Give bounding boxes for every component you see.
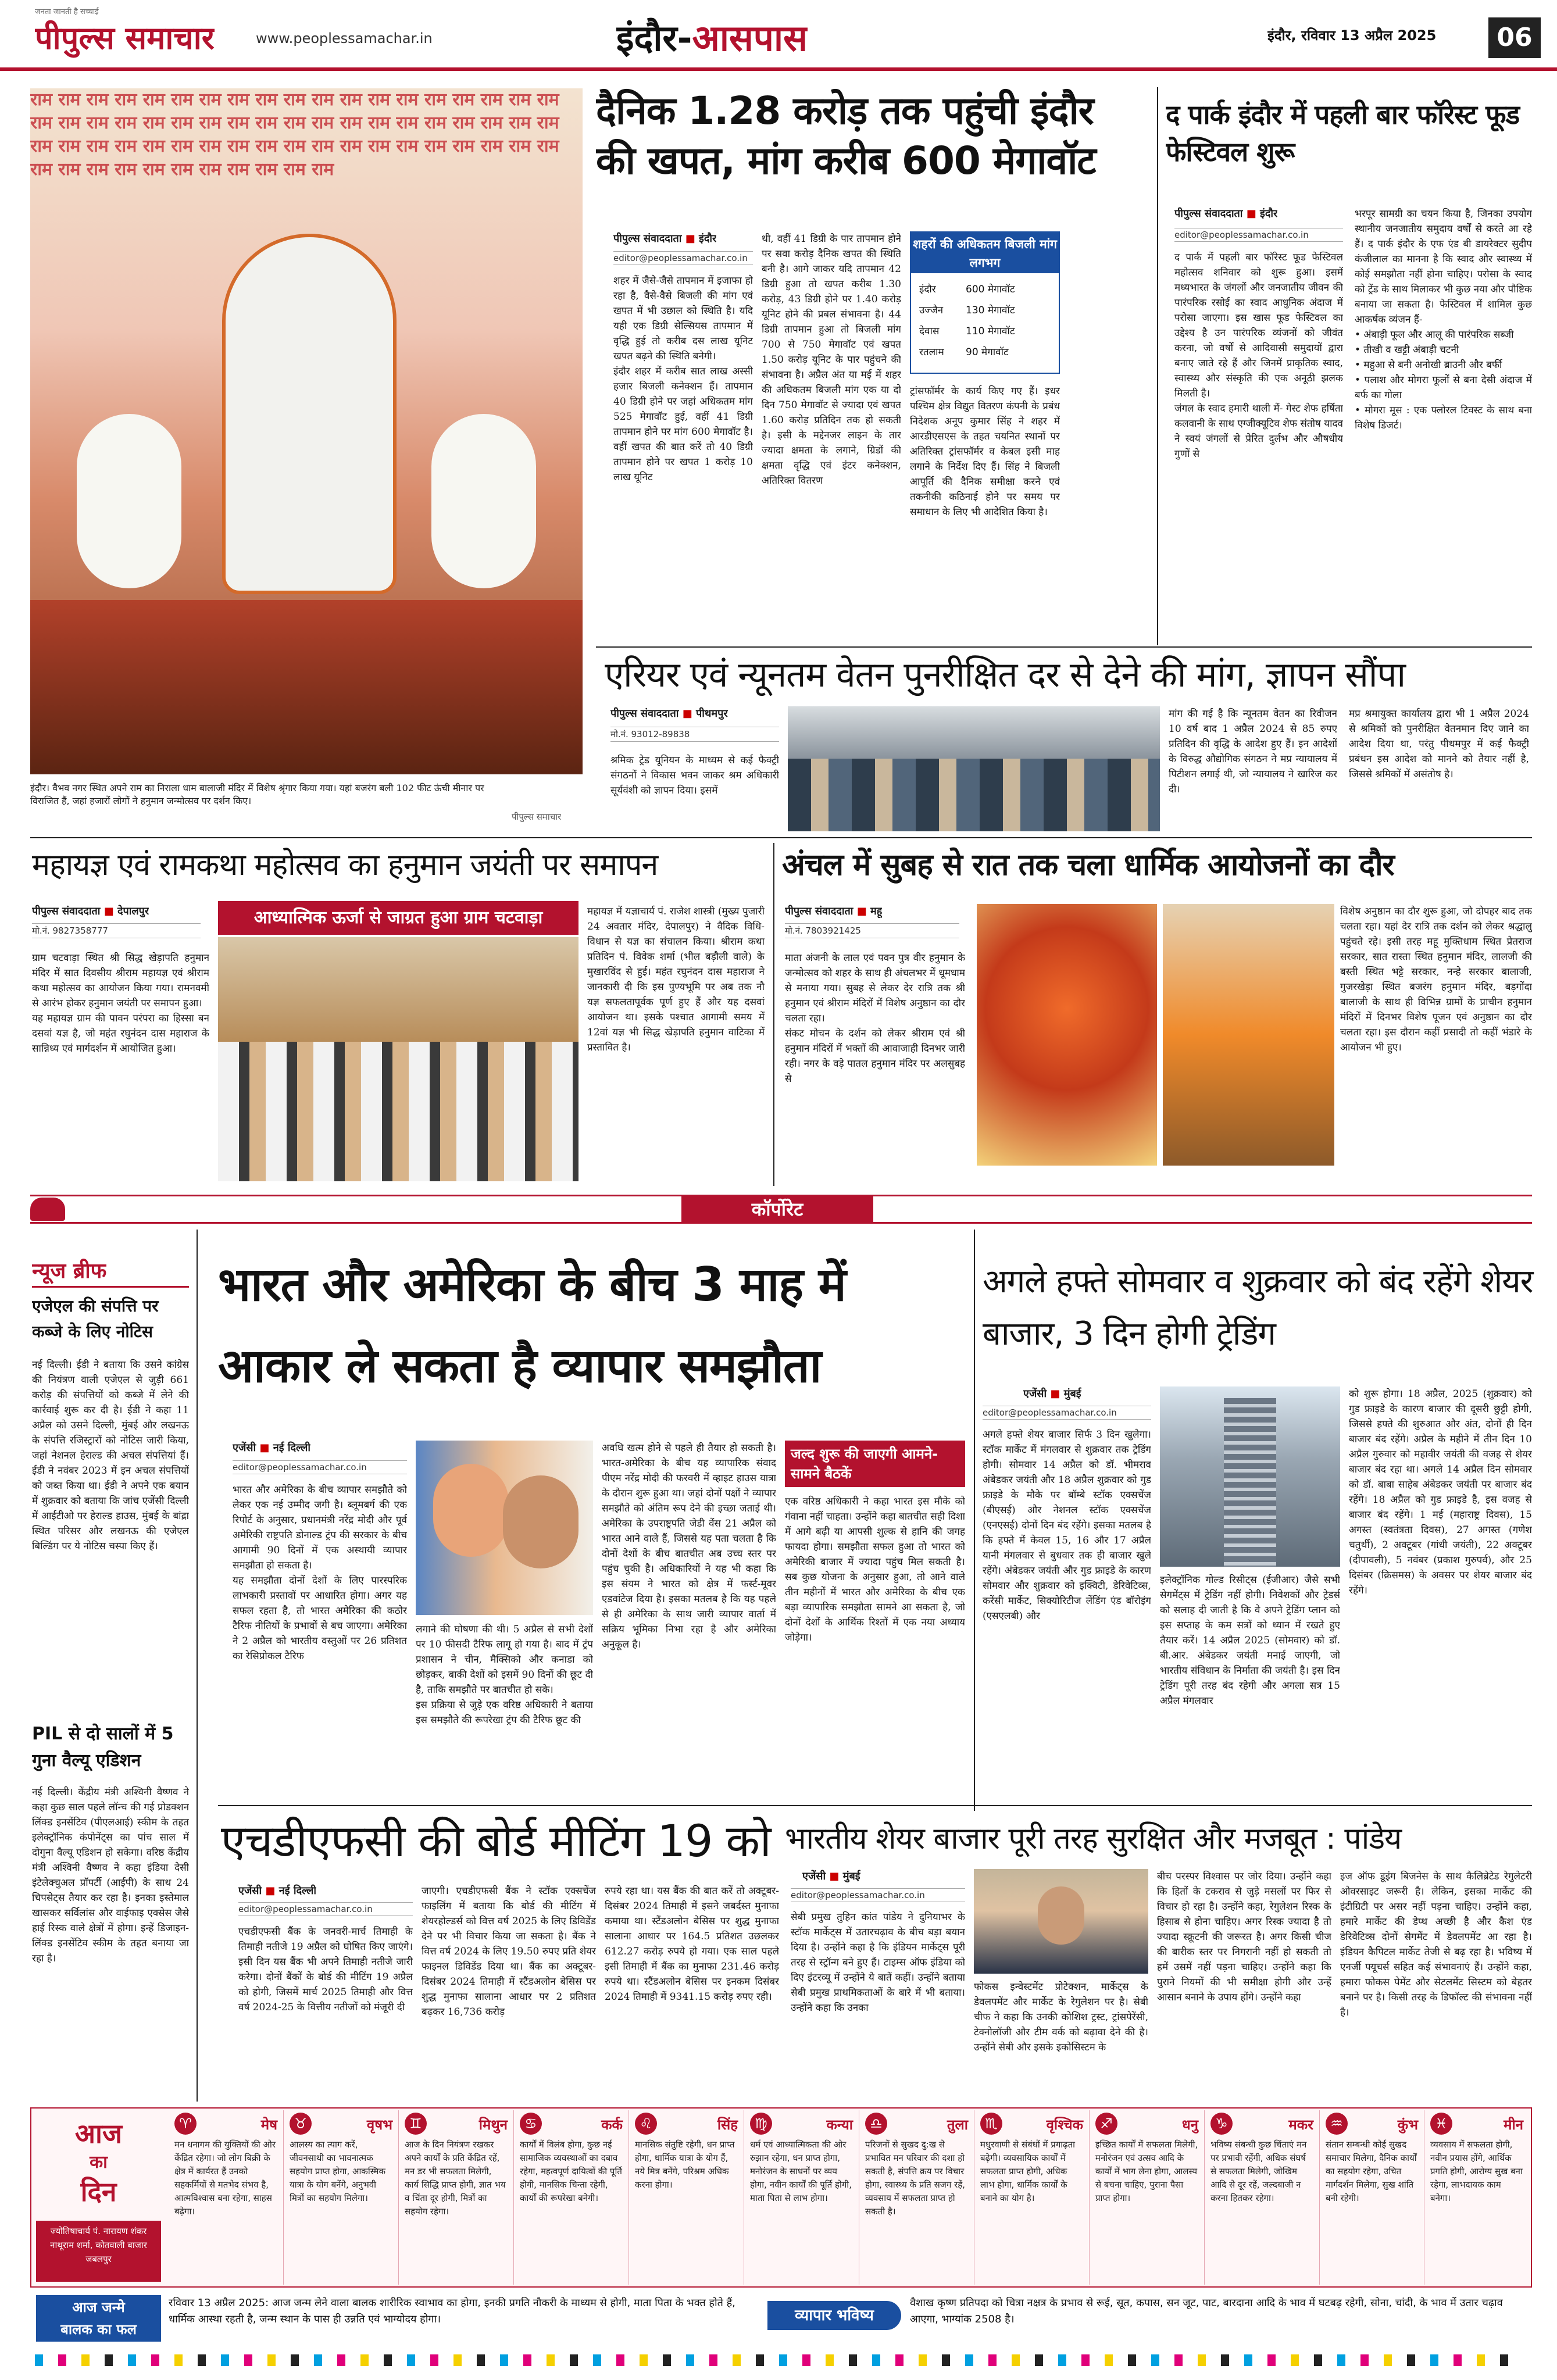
story2-col2: थी, वहीं 41 डिग्री के पार तापमान होने पर सवा करोड़ दैनिक खपत की स्थिति बनी है। आगे जाकर यदि तापमान 42 डिग्री हुआ तो खपत करीब 1.30 करोड़, 43 डिग्री होने पर 1.40 करोड़ यूनिट होने की प्रबल संभावना है। 44 डिग्री तापमान हुआ तो बिजली मांग 700 से 750 मेगावॉट एवं खपत 1.50 करोड़ यूनिट के पार पहुंचने की संभावना है। अप्रैल अंत या मई में शहर की अधिकतम बिजली मांग एक या दो दिन 750 मेगावॉट से ज्यादा एवं खपत 1.60 करोड़ प्रतिदिन तक हो सकती है। इसी के मद्देनजर लाइन के तार ज्यादा क्षमता के लगाने, ग्रिडों की क्षमता वृद्धि एवं इंटर कनेक्शन, अतिरिक्त वितरण bbox=[762, 233, 901, 487]
story5-mobile: मो.नं. 9827358777 bbox=[32, 923, 201, 938]
trade-label: व्यापार भविष्य bbox=[767, 2301, 901, 2330]
brand-tagline: जनता जानती है सच्चाई bbox=[35, 8, 99, 16]
story10-headline: भारतीय शेयर बाजार पूरी तरह सुरक्षित और मजबूत : पांडेय bbox=[785, 1817, 1535, 1863]
zodiac-aquarius: ♒ कुंभ संतान सम्बन्धी कोई सुखद समाचार मिलेगा, दैनिक कार्यों का सहयोग रहेगा, उचित मार्गदर्शन मिलेगा, सुख शांति बनी रहेगी। bbox=[1320, 2110, 1424, 2285]
divider bbox=[773, 843, 774, 1186]
modi-trump-photo bbox=[416, 1441, 593, 1615]
story2-reporter: पीपुल्स संवाददाता bbox=[613, 233, 682, 245]
divider bbox=[32, 1286, 189, 1288]
divider bbox=[197, 1230, 198, 2102]
elephant-right bbox=[431, 414, 536, 588]
story7-col3: अवधि खत्म होने से पहले ही तैयार हो सकती है। भारत-अमेरिका के बीच यह व्यापारिक संवाद पीएम नरेंद्र मोदी की फरवरी में व्हाइट हाउस यात्रा के दौरान शुरू हुआ था। जहां दोनों पक्षों ने व्यापार समझौते को अंतिम रूप देने की इच्छा जताई थी। अमेरिका के उपराष्ट्रपति जेडी वेंस 21 अप्रैल को भारत आने वाले हैं, जिससे यह पता चलता है कि दोनों देशों के बीच बातचीत अब उच्च स्तर पर पहुंच चुकी है। अधिकारियों ने यह भी कहा कि इस संयम ने भारत को क्षेत्र में फर्स्ट-मूवर एडवांटेज दिया है। इसका मतलब है कि यह पहले से ही अमेरिका के साथ जारी व्यापार वार्ता में सक्रिय भूमिका निभा रहा है और अमेरिका अनुकूल है। bbox=[602, 1442, 776, 1650]
story5-photo-title: आध्यात्मिक ऊर्जा से जाग्रत हुआ ग्राम चटवाड़ा bbox=[218, 901, 578, 935]
story8-headline: अगले हफ्ते सोमवार व शुक्रवार को बंद रहेंगे शेयर बाजार, 3 दिन होगी ट्रेडिंग bbox=[983, 1263, 1533, 1353]
story4-headline: एरियर एवं न्यूनतम वेतन पुनरीक्षित दर से देने की मांग, ज्ञापन सौंपा bbox=[605, 655, 1406, 695]
story2-email[interactable]: editor@peoplessamachar.co.in bbox=[613, 251, 753, 265]
story10-col2: फोकस इन्वेस्टमेंट प्रोटेक्शन, मार्केट्स के डेवलपमेंट और मार्केट के रेगुलेशन पर है। सेबी चीफ ने कहा कि उनकी कोशिश ट्रस्ट, ट्रांसपेरेंसी, टेक्नोलॉजी और टीम वर्क को बढ़ावा देने की है। उन्होंने सेबी और इसके इकोसिस्टम के bbox=[974, 1981, 1148, 2053]
divider bbox=[1157, 87, 1158, 645]
zodiac-capricorn: ♑ मकर भविष्य संबन्धी कुछ चिंताएं मन पर प्रभावी रहेंगी, अधिक संघर्ष से सफलता मिलेगी, जोखिम आदि से दूर रहें, जल्दबाजी न करना हितकर रहेगा। bbox=[1205, 2110, 1320, 2285]
horoscope-title-box bbox=[36, 2116, 161, 2218]
story6-col1: माता अंजनी के लाल एवं पवन पुत्र वीर हनुमान के जन्मोत्सव को शहर के साथ ही अंचलभर में धूमधाम से मनाया गया। सुबह से लेकर देर रात्रि तक श्री हनुमान एवं श्रीराम मंदिरों में विशेष अनुष्ठान का दौर चलता रहा। संकट मोचन के दर्शन को लेकर श्रीराम एवं श्री हनुमान मंदिरों में भक्तों की आवाजाही दिनभर जारी रही। नगर के वड़े पातल हनुमान मंदिर पर अलसुबह से bbox=[785, 952, 965, 1085]
birthday-label bbox=[36, 2295, 161, 2342]
story7-headline: भारत और अमेरिका के बीच 3 माह में आकार ले सकता है व्यापार समझौता bbox=[218, 1257, 846, 1393]
story10-email[interactable]: editor@peoplessamachar.co.in bbox=[791, 1888, 965, 1902]
zodiac-scorpio: ♏ वृश्चिक मधुरवाणी से संबंधों में प्रगाढ़ता बढ़ेगी। व्यवसायिक कार्यों में सफलता प्राप्त होगी, अधिक लाभ होगा, धार्मिक कार्यों के बनाने का योग है। bbox=[974, 2110, 1090, 2285]
story4-col1: श्रमिक ट्रेड यूनियन के माध्यम से कई फैक्ट्री संगठनों ने विकास भवन जाकर श्रम अधिकारी सूर्यवंशी को ज्ञापन दिया। इसमें bbox=[610, 755, 779, 796]
horoscope-title-b: का bbox=[90, 2152, 108, 2172]
story7-col1: भारत और अमेरिका के बीच व्यापार समझौते को लेकर एक नई उम्मीद जगी है। ब्लूमबर्ग की एक रिपोर्ट के अनुसार, प्रधानमंत्री नरेंद्र मोदी और पूर्व अमेरिकी राष्ट्रपति डोनाल्ड ट्रंप की सरकार के बीच आगामी 90 दिनों में एक अस्थायी व्यापार समझौता हो सकता है। यह समझौता दोनों देशों के लिए पारस्परिक लाभकारी प्रस्तावों पर आधारित होगा। अगर यह सफल रहता है, तो भारत अमेरिका की कठोर टैरिफ नीतियों के प्रभावों से बच जाएगा। अमेरिका ने 2 अप्रैल को भारतीय वस्तुओं पर 26 प्रतिशत का रेसिप्रोकल टैरिफ bbox=[233, 1484, 407, 1662]
face-left bbox=[433, 1464, 509, 1557]
brief-item1-text: नई दिल्ली। ईडी ने बताया कि उसने कांग्रेस की नियंत्रण वाली एजेएल से जुड़ी 661 करोड़ की संपत्तियों को कब्जे में लेने की कार्रवाई शुरू कर दी है। ईडी ने कहा 11 अप्रैल को उसने दिल्ली, मुंबई और लखनऊ के संपत्ति रजिस्ट्रारों को नोटिस जारी किया, जहां नेशनल हेराल्ड की अचल संपत्तियां हैं। ईडी ने नवंबर 2023 में इन अचल संपत्तियों को जब्त किया था। ईडी ने अपने एक बयान में शुक्रवार को बताया कि जांच एजेंसी दिल्ली में आईटीओ पर हेराल्ड हाउस, मुंबई के बांद्रा स्थित परिसर और लखनऊ की एजेएल बिल्डिंग पर ये नोटिस चस्पा किए हैं। bbox=[32, 1359, 189, 1552]
building bbox=[1224, 1398, 1276, 1567]
section-title bbox=[616, 13, 808, 62]
story4-col3: मप्र श्रमायुक्त कार्यालय द्वारा भी 1 अप्रैल 2024 से श्रमिकों को पुनरीक्षित वेतनमान दिए जाने का आदेश दिया था, परंतु पीथमपुर में कई फैक्ट्री प्रबंधन इस आदेश को मानने को तैयार नहीं है, जिससे श्रमिकों में असंतोष है। bbox=[1349, 708, 1529, 780]
libra-icon: ♎ bbox=[865, 2113, 887, 2135]
hanuman-idol bbox=[222, 234, 397, 594]
power-row: उज्जैन 130 मेगावॉट bbox=[919, 305, 1015, 316]
power-demand-title: शहरों की अधिकतम बिजली मांग लगभग bbox=[911, 233, 1059, 273]
zodiac-gemini: ♊ मिथुन आज के दिन नियंत्रण रखकर अपने कार्यों के प्रति केंद्रित रहें, मन डर भी सफलता मिलेगी, कार्य सिद्धि प्राप्त होगी, ज्ञात भय व चिंता दूर होगी, मित्रों का सहयोग रहेगा। bbox=[399, 2110, 514, 2285]
story10-col4: इज ऑफ डूइंग बिजनेस के साथ कैलिब्रेटेड रेगुलेटरी ओवरसाइट जरूरी है। लेकिन, इसका मार्केट की इंटीग्रिटी पर असर नहीं पड़ना चाहिए। उन्होंने कहा, हमारे मार्केट की डेप्थ अच्छी है और कैश एंड डेरिवेटिव्स दोनों सेगमेंट में डेवलपमेंट आ रहा है। इंडियन कैपिटल मार्केट तेजी से बढ़ रहा है। भविष्य में एनर्जी फ्यूचर्स सहित कई संभावनाएं हैं। उन्होंने कहा, हमारा फोकस पेमेंट और सेटलमेंट सिस्टम को बेहतर बनाने पर है। किसी तरह के डिफॉल्ट की संभावना नहीं है। bbox=[1340, 1871, 1532, 2018]
story6-mobile: मो.नं. 7803921425 bbox=[785, 923, 959, 938]
birthday-text: रविवार 13 अप्रैल 2025: आज जन्म लेने वाला बालक शारीरिक स्वाभाव का होगा, इनकी प्रगति नौकरी के माध्यम से होगी, माता पिता के भक्त होते हैं, धार्मिक आस्था रहती है, जन्म स्थान के पास ही उन्नति एवं भाग्योदय होगा। bbox=[169, 2297, 735, 2325]
story7-email[interactable]: editor@peoplessamachar.co.in bbox=[233, 1460, 407, 1474]
story2-headline: दैनिक 1.28 करोड़ तक पहुंची इंदौर की खपत, मांग करीब 600 मेगावॉट bbox=[596, 88, 1096, 183]
story7-col2: लगाने की घोषणा की थी। 5 अप्रैल से सभी देशों पर 10 फीसदी टैरिफ लागू हो गया है। बाद में ट्रंप प्रशासन ने चीन, मैक्सिको और कनाडा को छोड़कर, बाकी देशों को इसमें 90 दिनों की छूट दी है, ताकि समझौते पर बातचीत हो सके। इस प्रक्रिया से जुड़े एक वरिष्ठ अधिकारी ने बताया इस समझौते की रूपरेखा ट्रंप की टैरिफ छूट की bbox=[416, 1624, 593, 1726]
date-line: इंदौर, रविवार 13 अप्रैल 2025 bbox=[1267, 27, 1437, 44]
cancer-icon: ♋ bbox=[520, 2113, 542, 2135]
divider bbox=[974, 1230, 975, 1811]
leo-icon: ♌ bbox=[635, 2113, 657, 2135]
taurus-icon: ♉ bbox=[290, 2113, 312, 2135]
story8-byline: एजेंसी ■ मुंबई bbox=[1023, 1388, 1081, 1400]
registration-strip bbox=[35, 2354, 1523, 2366]
story10-col1: सेबी प्रमुख तुहिन कांत पांडेय ने दुनियाभर के स्टॉक मार्केट्स में उतारचढ़ाव के बीच बड़ा बयान दिया है। उन्होंने कहा है कि इंडियन मार्केट्स पूरी तरह से स्ट्रॉन्ग बने हुए हैं। टाइम्स ऑफ इंडिया को दिए इंटरव्यू में उन्होंने ये बातें कहीं। उन्होंने बताया सेबी प्रमुख प्राथमिकताओं के बारे में भी बताया। उन्होंने कहा कि उनका bbox=[791, 1910, 965, 2099]
story6-headline: अंचल में सुबह से रात तक चला धार्मिक आयोजनों का दौर bbox=[782, 848, 1394, 882]
power-demand-rows bbox=[919, 279, 1053, 363]
corporate-band bbox=[30, 1195, 1532, 1224]
elephant-left bbox=[77, 414, 181, 588]
zodiac-libra: ♎ तुला परिजनों से सुखद दु:ख से प्रभावित मन परिवार की दशा हो सकती है, संपत्ति क्रय पर विचार होगा, स्वास्थ्य के प्रति सजग रहें, व्यवसाय में सफलता प्राप्त हो सकती है। bbox=[859, 2110, 974, 2285]
masthead bbox=[0, 0, 1557, 71]
group-people bbox=[218, 1042, 578, 1181]
corporate-label: कॉर्पोरेट bbox=[681, 1196, 873, 1222]
priest-photo bbox=[1163, 904, 1334, 1166]
story8-email[interactable]: editor@peoplessamachar.co.in bbox=[983, 1406, 1151, 1420]
story10-col3: बीच परस्पर विश्वास पर जोर दिया। उन्होंने कहा कि हितों के टकराव से जुड़े मसलों पर फिर से विचार हो रहा है। उन्होंने कहा, रेगुलेशन रिस्क के हिसाब से होना चाहिए। अगर रिस्क ज्यादा है तो ज्यादा स्क्रूटनी की जरूरत है। अगर किसी चीज की बारीक स्तर पर निगरानी नहीं हो सकती तो हमें उसमें नहीं पड़ना चाहिए। उन्होंने कहा कि पुराने नियमों की भी समीक्षा होगी और उन्हें आसान बनाने के उपाय होंगे। उन्होंने कहा bbox=[1157, 1871, 1331, 2003]
face-right bbox=[503, 1475, 578, 1568]
story10-byline: एजेंसी ■ मुंबई bbox=[802, 1870, 860, 1882]
zodiac-pisces: ♓ मीन व्यवसाय में सफलता होगी, नवीन प्रयास होंगे, आर्थिक प्रगति होगी, आरोग्य सुख बना रहेगा, लाभदायक काम बनेगा। bbox=[1424, 2110, 1529, 2285]
story6-col2: विशेष अनुष्ठान का दौर शुरू हुआ, जो दोपहर बाद तक चलता रहा। यहां देर रात्रि तक दर्शन को लेकर श्रद्धालु पहुंचते रहे। इसी तरह महू मुक्तिधाम स्थित प्रेतराज सरकार, सात रास्ता स्थित हनुमान मंदिर, लालजी की बस्ती स्थित भट्टे सरकार, नन्हे सरकार बालाजी, गुजरखेड़ा स्थित बजरंग हनुमान मंदिर, बड़गोंदा बालाजी के साथ ही विभिन्न ग्रामों के प्राचीन हनुमान मंदिरों में दिनभर विशेष पूजन एवं अनुष्ठान का दौर चलता रहा। इस दौरान कहीं प्रसादी तो कहीं भंडारे के आयोजन भी हुए। bbox=[1340, 906, 1532, 1053]
horoscope-title-a: आज bbox=[74, 2118, 123, 2149]
brief-item2-head: PIL से दो सालों में 5 गुना वैल्यू एडिशन bbox=[32, 1724, 174, 1771]
temple-base bbox=[30, 600, 583, 774]
story9-headline: एचडीएफसी की बोर्ड मीटिंग 19 को bbox=[221, 1815, 771, 1867]
crowd bbox=[788, 759, 1160, 831]
brand-logo: पीपुल्स समाचार bbox=[35, 20, 215, 56]
story8-col1: अगले हफ्ते शेयर बाजार सिर्फ 3 दिन खुलेगा। स्टॉक मार्केट में मंगलवार से शुक्रवार तक ट्रेडिंग होगी। सोमवार 14 अप्रैल को डॉ. भीमराव अंबेडकर जयंती और 18 अप्रैल शुक्रवार को गुड फ्राइडे के मौके पर बॉम्बे स्टॉक एक्सचेंज (बीएसई) और नेशनल स्टॉक एक्सचेंज (एनएसई) दोनों दिन बंद रहेंगे। इसका मतलब है कि हफ्ते में केवल 15, 16 और 17 अप्रैल यानी मंगलवार से बुधवार तक ही बाजार खुले रहेंगे। अंबेडकर जयंती और गुड फ्राइडे के कारण सोमवार और शुक्रवार को इक्विटी, डेरिवेटिव्स, करेंसी मार्केट, सिक्योरिटीज लेंडिंग एंड बॉरोइंग (एसएलबी) और bbox=[983, 1429, 1151, 1622]
zodiac-cancer: ♋ कर्क कार्यों में विलंब होगा, कुछ नई सामाजिक व्यवस्थाओं का दबाव रहेगा, महत्वपूर्ण दायित्वों की पूर्ति होगी, मानसिक चिन्ता रहेगी, कार्यों की रूपरेखा बनेगी। bbox=[514, 2110, 629, 2285]
story3-col2: भरपूर सामग्री का चयन किया है, जिनका उपयोग स्थानीय जनजातीय समुदाय वर्षों से करते आ रहे हैं। द पार्क इंदौर के एफ एंड बी डायरेक्टर सुदीप कंजीलाल का मानना है कि स्वाद और स्वास्थ्य में कोई समझौता नहीं होना चाहिए। परोसा के स्वाद को ट्रेंड के साथ मिलाकर भी कुछ नया और पौष्टिक बनाया जा सकता है। फेस्टिवल में शामिल कुछ आकर्षक व्यंजन हैं- • अंबाड़ी फूल और आलू की पारंपरिक सब्जी • तीखी व खट्टी अंबाड़ी चटनी • महुआ से बनी अनोखी ब्राउनी और बर्फी • पलाश और मोगरा फूलों से बना देसी अंदाज में बर्फ का गोला • मोगरा मूस : एक फ्लोरल टिवस्ट के साथ बना विशेष डिजर्ट। bbox=[1355, 208, 1532, 431]
horoscope-credit: ज्योतिषाचार्य पं. नारायण शंकर नाथूराम शर्मा, कोतवाली बाजार जबलपुर bbox=[36, 2221, 161, 2282]
divider bbox=[596, 646, 1532, 648]
temple-photo-credit: पीपुल्स समाचार bbox=[512, 812, 562, 822]
story5-byline: पीपुल्स संवाददाता ■ देपालपुर bbox=[32, 905, 149, 917]
bull-icon bbox=[30, 1198, 65, 1221]
story3-col1: द पार्क में पहली बार फॉरेस्ट फूड फेस्टिवल महोत्सव शनिवार को शुरू हुआ। इसमें मध्यभारत के जंगलों और जनजातीय जीवन की पारंपरिक रसोई का स्वाद आधुनिक अंदाज में परोसा जाएगा। इस खास फूड फेस्टिवल का उद्देश्य है उन पारंपरिक व्यंजनों को जीवंत करना, जो वर्षों से आदिवासी समुदायों द्वारा बनाए जाते रहे हैं और जिनमें प्राकृतिक स्वाद, स्वास्थ्य और संस्कृति की एक अनूठी झलक मिलती है। जंगल के स्वाद हमारी थाली में- गेस्ट शेफ हर्षिता कलवानी के साथ एग्जीक्यूटिव शेफ संतोष यादव ने स्वयं जंगलों से प्रेरित दुर्लभ और औषधीय गुणों से bbox=[1174, 252, 1343, 460]
temple-photo-caption: इंदौर। वैभव नगर स्थित अपने राम का निराला धाम बालाजी मंदिर में विशेष श्रृंगार किया गया। यहां बजरंग बली 102 फीट ऊंची मीनार पर विराजित हैं, जहां हजारों लोगों ने हनुमान जन्मोत्सव पर दर्शन किए। bbox=[30, 782, 484, 806]
page-number: 06 bbox=[1488, 17, 1541, 58]
temple-photo bbox=[30, 88, 583, 774]
hanuman-shrine-photo bbox=[977, 904, 1157, 1166]
story9-col1: एचडीएफसी बैंक के जनवरी-मार्च तिमाही के तिमाही नतीजे 19 अप्रैल को घोषित किए जाएंगे। इसी दिन यस बैंक भी अपने तिमाही नतीजे जारी करेगा। दोनों बैंकों के बोर्ड की मीटिंग 19 अप्रैल को होगी, जिसमें मार्च 2025 तिमाही और वित्त वर्ष 2024-25 के वित्तीय नतीजों को मंजूरी दी bbox=[238, 1926, 413, 2013]
story7-subhead: जल्द शुरू की जाएगी आमने-सामने बैठकें bbox=[791, 1446, 938, 1482]
zodiac-sagittarius: ♐ धनु इच्छित कार्यों में सफलता मिलेगी, मनोरंजन एवं उत्सव आदि के कार्यों में भाग लेना होगा, आलस्य से बचना चाहिए, पुराना पैसा प्राप्त होगा। bbox=[1090, 2110, 1205, 2285]
story7-subhead-box bbox=[785, 1441, 965, 1487]
story3-email[interactable]: editor@peoplessamachar.co.in bbox=[1174, 228, 1343, 242]
story2-col1: शहर में जैसे-जैसे तापमान में इजाफा हो रहा है, वैसे-वैसे बिजली की मांग एवं खपत में भी उछाल को स्थिति है। यदि यही एक डिग्री सेल्सियस तापमान में वृद्धि हुई तो करीब दस लाख यूनिट खपत बढ़ने की स्थिति बनेगी। इंदौर शहर में करीब सात लाख अस्सी हजार बिजली कनेक्शन हैं। तापमान 40 डिग्री होने पर जहां अधिकतम मांग 525 मेगावॉट हुई, वहीं 41 डिग्री तापमान होने पर मांग 600 मेगावॉट है। वहीं खपत की बात करें तो 40 डिग्री तापमान होने पर खपत 1 करोड़ 10 लाख यूनिट bbox=[613, 275, 753, 483]
story7-col4: एक वरिष्ठ अधिकारी ने कहा भारत इस मौके को गंवाना नहीं चाहता। उन्होंने कहा बातचीत सही दिशा में आगे बढ़ी या आपसी शुल्क से हानि की जगह फायदा होगा। समझौता सफल हुआ तो भारत को अमेरिकी बाजार में ज्यादा पहुंच मिल सकती है। सब कुछ योजना के अनुसार हुआ, तो आने वाले तीन महीनों में भारत और अमेरिका के बीच एक बड़ा व्यापारिक समझौता सामने आ सकता है, जो दोनों देशों के आर्थिक रिश्तों में एक नया अध्याय जोड़ेगा। bbox=[785, 1496, 965, 1643]
story6-byline: पीपुल्स संवाददाता ■ महू bbox=[785, 905, 883, 917]
section-title-b: आसपास bbox=[692, 17, 808, 59]
capricorn-icon: ♑ bbox=[1210, 2113, 1233, 2135]
brief-item2-text: नई दिल्ली। केंद्रीय मंत्री अश्विनी वैष्णव ने कहा कुछ साल पहले लॉन्च की गई प्रोडक्शन लिंक्ड इनसेंटिव (पीएलआई) स्कीम के तहत इलेक्ट्रॉनिक कंपोनेंट्स का पांच साल में दोगुना वैल्यू एडिशन हो सकेगा। वरिष्ठ केंद्रीय मंत्री अश्विनी वैष्णव ने कहा इंडिया देसी इंटेलेक्चुअल प्रॉपर्टी (आईपी) के साथ 24 चिपसेट्स तैयार कर रहा है। इनका इस्तेमाल खासकर सर्विलांस और वाईफाइ एक्सेस जैसे हाई रिस्क वाले क्षेत्रों में होगा। इन्हें डिजाइन-लिंक्ड इनसेंटिव स्कीम के तहत बनाया जा रहा है। bbox=[32, 1786, 189, 1964]
story8-col3: को शुरू होगा। 18 अप्रैल, 2025 (शुक्रवार) को गुड फ्राइडे के कारण बाजार की दूसरी छुट्टी होगी, जिससे हफ्ते की शुरुआत और अंत, दोनों ही दिन बाजार बंद रहेंगे। अप्रैल के महीने में तीन दिन 10 अप्रैल गुरुवार को महावीर जयंती की वजह से शेयर बाजार बंद रहा था। अगले 14 अप्रैल दिन सोमवार को डॉ. बाबा साहेब अंबेडकर जयंती पर बाजार बंद रहेंगे। 18 अप्रैल को गुड फ्राइडे है, इस वजह से बाजार बंद रहेंगे। 1 मई (महाराष्ट्र दिवस), 15 अगस्त (स्वतंत्रता दिवस), 27 अगस्त (गणेश चतुर्थी), 2 अक्टूबर (गांधी जयंती), 22 अक्टूबर (दीपावली), 5 नवंबर (प्रकाश गुरुपर्व), और 25 दिसंबर (क्रिसमस) के अवसर पर शेयर बाजार बंद रहेंगे। bbox=[1349, 1388, 1532, 1596]
story5-col2: महायज्ञ में यज्ञाचार्य पं. राजेश शास्त्री (मुख्य पुजारी 24 अवतार मंदिर, देपालपुर) ने वैदिक विधि-विधान से यज्ञ का संचालन किया। श्रीराम कथा प्रतिदिन पं. विवेक शर्मा (भील बड़ौली वाले) के मुखारविंद से हुई। महंत रघुनंदन दास महाराज ने जानकारी दी कि इस पुण्यभूमि पर अब तक नौ यज्ञ सफलतापूर्वक पूर्ण हुए हैं और यह दसवां आयोजन था। इसके पश्चात आगामी समय में 12वां यज्ञ भी सिद्ध खेड़ापति हनुमान वाटिका में प्रस्तावित है। bbox=[587, 906, 765, 1053]
sebi-chief-photo bbox=[974, 1869, 1148, 1974]
story4-mobile: मो.नं. 93012-89838 bbox=[610, 727, 779, 742]
protest-photo bbox=[788, 706, 1160, 831]
chatwada-photo bbox=[218, 937, 578, 1181]
story7-byline: एजेंसी ■ नई दिल्ली bbox=[233, 1442, 311, 1454]
story3-byline: पीपुल्स संवाददाता ■ इंदौर bbox=[1174, 208, 1278, 220]
divider bbox=[218, 1805, 1532, 1806]
scorpio-icon: ♏ bbox=[980, 2113, 1002, 2135]
story5-col1: ग्राम चटवाड़ा स्थित श्री सिद्ध खेड़ापति हनुमान मंदिर में सात दिवसीय श्रीराम महायज्ञ एवं श्रीराम कथा महोत्सव का आयोजन किया गया। रामनवमी से आरंभ होकर हनुमान जयंती पर समापन हुआ। यह महायज्ञ ग्राम की पावन परंपरा का हिस्सा बन दसवां यज्ञ है, जो महंत रघुनंदन दास महाराज के सान्निध्य एवं मार्गदर्शन में आयोजित हुआ। bbox=[32, 952, 209, 1055]
section-title-a: इंदौर- bbox=[616, 17, 692, 59]
zodiac-taurus: ♉ वृषभ आलस्य का त्याग करें, जीवनसाथी का भावनात्मक सहयोग प्राप्त होगा, आकस्मिक यात्रा के योग बनेंगे, अनुभवी मित्रों का सहयोग मिलेगा। bbox=[284, 2110, 399, 2285]
story8-col2: इलेक्ट्रॉनिक गोल्ड रिसीट्स (ईजीआर) जैसे सभी सेगमेंट्स में ट्रेडिंग नहीं होगी। निवेशकों और ट्रेडर्स को सलाह दी जाती है कि वे अपने ट्रेडिंग प्लान को इस सप्ताह के कम सत्रों को ध्यान में रखते हुए तैयार करें। 14 अप्रैल 2025 (सोमवार) को डॉ. बी.आर. अंबेडकर जयंती मनाई जाएगी, जो भारतीय संविधान के निर्माता की जयंती है। इस दिन ट्रेडिंग पूरी तरह बंद रहेगी और अगला सत्र 15 अप्रैल मंगलवार bbox=[1160, 1574, 1340, 1707]
story4-byline: पीपुल्स संवाददाता ■ पीथमपुर bbox=[610, 707, 728, 720]
horoscope-title-c: दिन bbox=[80, 2176, 117, 2207]
aries-icon: ♈ bbox=[174, 2113, 197, 2135]
birthday-label-a: आज जन्मे bbox=[72, 2299, 125, 2315]
divider bbox=[30, 837, 1532, 838]
trade-text: वैशाख कृष्ण प्रतिपदा को चित्रा नक्षत्र के प्रभाव से रूई, सूत, कपास, सन जूट, पाट, बारदाना आदि के भाव में घटबढ़ रहेगी, सोना, चांदी, के भाव में उतार चढ़ाव आएगा, भाग्यांक 2508 है। bbox=[910, 2297, 1503, 2325]
birthday-label-b: बालक का फल bbox=[60, 2321, 137, 2338]
zodiac-virgo: ♍ कन्या धर्म एवं आध्यात्मिकता की ओर रुझान रहेगा, धन प्राप्त होगा, मनोरंजन के साधनों पर व्यय होगा, नवीन कार्यों की पूर्ति होगी, माता पिता से लाभ होगा। bbox=[744, 2110, 859, 2285]
virgo-icon: ♍ bbox=[750, 2113, 772, 2135]
brief-item1-head: एजेएल की संपत्ति पर कब्जे के लिए नोटिस bbox=[32, 1296, 159, 1341]
story5-headline: महायज्ञ एवं रामकथा महोत्सव का हनुमान जयंती पर समापन bbox=[32, 848, 658, 882]
story3-headline: द पार्क इंदौर में पहली बार फॉरेस्ट फूड फेस्टिवल शुरू bbox=[1166, 99, 1520, 167]
zodiac-aries: ♈ मेष मन धनागम की युक्तियों की ओर केंद्रित रहेगा। जो लोग बिक्री के क्षेत्र में कार्यरत हैं उनको सहकर्मियों से मतभेद संभव है, आत्मविश्वास बना रहेगा, साहस बढ़ेगा। bbox=[169, 2110, 284, 2285]
story9-email[interactable]: editor@peoplessamachar.co.in bbox=[238, 1902, 413, 1916]
bse-building-photo bbox=[1160, 1386, 1340, 1567]
story2-byline: पीपुल्स संवाददाता ■ इंदौर bbox=[613, 233, 717, 245]
brief-title: न्यूज ब्रीफ bbox=[32, 1259, 107, 1283]
sagittarius-icon: ♐ bbox=[1095, 2113, 1117, 2135]
zodiac-leo: ♌ सिंह मानसिक संतुष्टि रहेगी, धन प्राप्त होगा, धार्मिक यात्रा के योग हैं, नये मित्र बनेंगे, परिश्रम अधिक करना होगा। bbox=[629, 2110, 744, 2285]
story2-place: इंदौर bbox=[699, 233, 717, 245]
story2-col3: ट्रांसफॉर्मर के कार्य किए गए हैं। इधर पश्चिम क्षेत्र विद्युत वितरण कंपनी के प्रबंध निदेशक अनूप कुमार सिंह ने शहर में आरडीएसएस के तहत चयनित स्थानों पर अतिरिक्त ट्रांसफॉर्मर व केबल इसी माह लगाने के निर्देश दिए हैं। सिंह ने बिजली आपूर्ति की दैनिक समीक्षा करने एवं तकनीकी कठिनाई होने पर समय पर समाधान के लिए भी आदेशित किया है। bbox=[910, 385, 1060, 518]
power-demand-box bbox=[910, 231, 1060, 374]
story9-byline: एजेंसी ■ नई दिल्ली bbox=[238, 1885, 317, 1897]
pisces-icon: ♓ bbox=[1430, 2113, 1452, 2135]
story9-col3: रुपये रहा था। यस बैंक की बात करें तो अक्टूबर-दिसंबर 2024 तिमाही में इसने जबर्दस्त मुनाफा कमाया था। स्टैंडअलोन बेसिस पर शुद्ध मुनाफा सालाना आधार पर 164.5 प्रतिशत उछलकर 612.27 करोड़ रुपये हो गया। एक साल पहले इसी तिमाही में बैंक का मुनाफा 231.46 करोड़ रुपये था। स्टैंडअलोन बेसिस पर इनकम दिसंबर 2024 तिमाही में 9341.15 करोड़ रुपए रही। bbox=[605, 1885, 779, 2003]
power-row: इंदौर 600 मेगावॉट bbox=[919, 284, 1015, 295]
site-url[interactable]: www.peoplessamachar.in bbox=[256, 30, 433, 47]
story9-col2: जाएगी। एचडीएफसी बैंक ने स्टॉक एक्सचेंज फाइलिंग में बताया कि बोर्ड की मीटिंग में शेयरहोल्डर्स को वित्त वर्ष 2025 के लिए डिविडेंड देने पर भी विचार किया जा सकता है। बैंक ने वित्त वर्ष 2024 के लिए 19.50 रुपए प्रति शेयर फाइनल डिविडेंड दिया था। बैंक का अक्टूबर-दिसंबर 2024 तिमाही में स्टैंडअलोन बेसिस पर शुद्ध मुनाफा सालाना आधार पर 2 प्रतिशत बढ़कर 16,736 करोड़ bbox=[422, 1885, 596, 2018]
face bbox=[1038, 1886, 1084, 1945]
power-row: देवास 110 मेगावॉट bbox=[919, 326, 1015, 337]
aquarius-icon: ♒ bbox=[1326, 2113, 1348, 2135]
gemini-icon: ♊ bbox=[405, 2113, 427, 2135]
story4-col2: मांग की गई है कि न्यूनतम वेतन का रिवीजन 10 वर्ष बाद 1 अप्रैल 2024 से 85 रुपए प्रतिदिन की वृद्धि के आदेश हुए हैं। इन आदेशों के विरुद्ध औद्योगिक संगठन ने मप्र न्यायालय में पिटीशन लगाई थी, जो न्यायालय ने खारिज कर दी। bbox=[1169, 708, 1337, 795]
ram-pattern: राम राम राम राम राम राम राम राम राम राम राम राम राम राम राम राम राम राम राम राम राम राम राम राम राम राम राम राम राम राम राम राम राम राम राम राम राम राम राम राम राम राम राम राम राम राम राम राम राम राम राम राम राम राम राम राम राम राम राम राम राम राम राम राम राम राम राम राम bbox=[30, 90, 559, 180]
power-row: रतलाम 90 मेगावॉट bbox=[919, 346, 1009, 358]
